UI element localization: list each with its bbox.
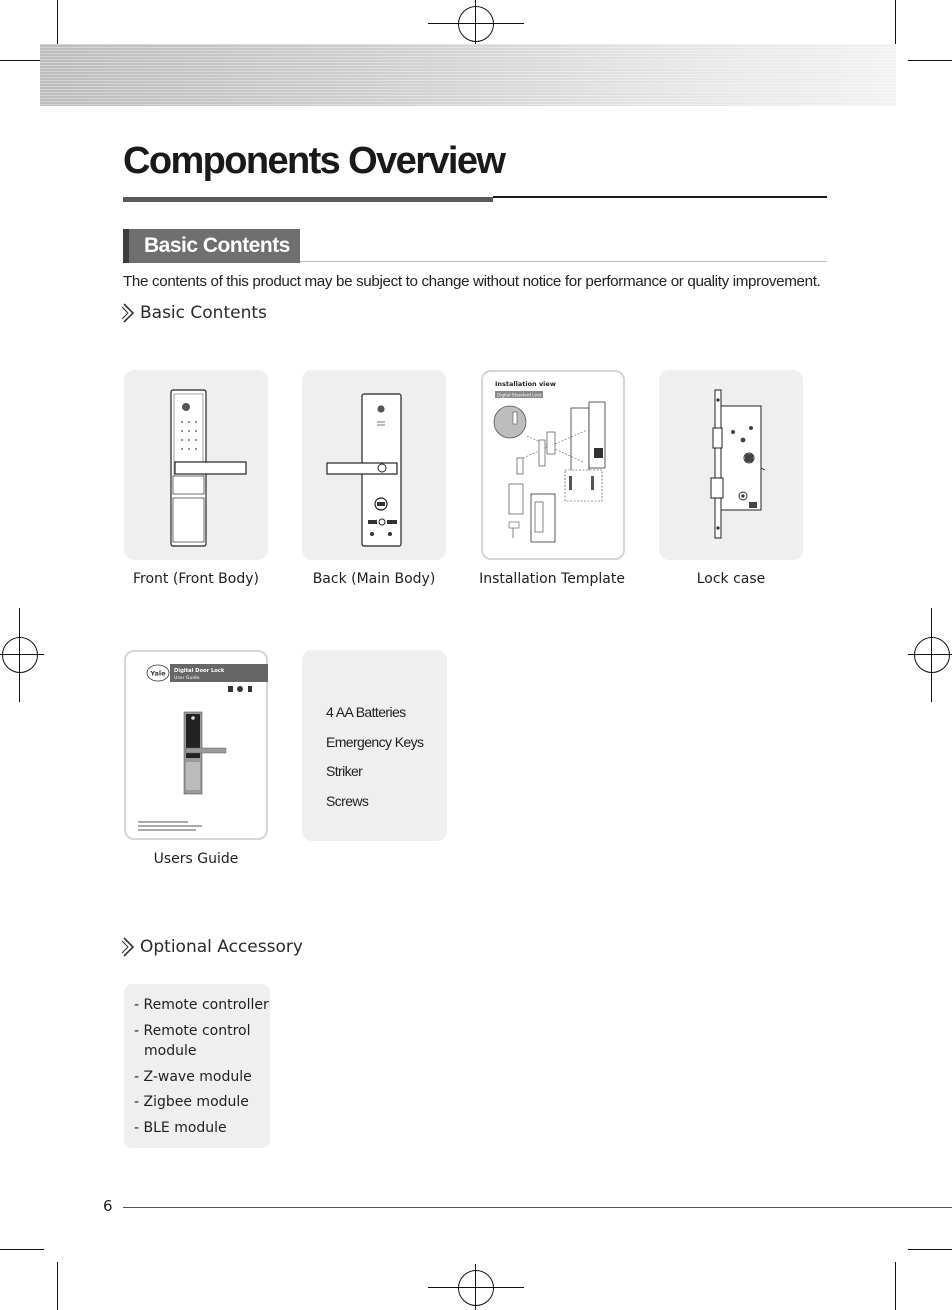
back-body-image bbox=[302, 370, 446, 560]
footer-rule bbox=[123, 1207, 952, 1208]
crop-mark bbox=[57, 1262, 58, 1310]
page-number: 6 bbox=[103, 1197, 113, 1215]
crop-mark bbox=[908, 60, 952, 61]
section-tab: Basic Contents bbox=[123, 229, 300, 263]
crop-mark bbox=[57, 0, 58, 46]
crop-mark bbox=[0, 1249, 44, 1250]
lock-case-image bbox=[659, 370, 803, 560]
caption: Front (Front Body) bbox=[133, 571, 259, 587]
included-item: Striker bbox=[326, 763, 363, 779]
page-title: Components Overview bbox=[123, 140, 505, 182]
included-item: Emergency Keys bbox=[326, 734, 424, 750]
included-item: Screws bbox=[326, 793, 369, 809]
crop-mark bbox=[895, 1262, 896, 1310]
accessory-item: - Remote controller bbox=[134, 997, 269, 1013]
optional-accessory-subheading bbox=[121, 936, 303, 958]
chevron-right-icon bbox=[121, 302, 137, 324]
accessory-item: - BLE module bbox=[134, 1120, 227, 1136]
crop-mark bbox=[0, 654, 44, 655]
crop-mark bbox=[931, 608, 932, 702]
basic-contents-subheading bbox=[121, 302, 267, 324]
crop-mark bbox=[0, 60, 44, 61]
subheading-label: Basic Contents bbox=[140, 303, 267, 323]
caption: Installation Template bbox=[479, 571, 625, 587]
included-item: 4 AA Batteries bbox=[326, 704, 406, 720]
section-rule bbox=[300, 261, 827, 262]
title-underline bbox=[123, 197, 493, 202]
users-guide-image bbox=[126, 652, 270, 842]
installation-template-image bbox=[483, 372, 627, 562]
users-guide-card bbox=[124, 650, 268, 840]
caption: Lock case bbox=[696, 571, 766, 587]
crop-mark bbox=[908, 1249, 952, 1250]
title-rule bbox=[493, 196, 827, 198]
optional-accessory-card bbox=[124, 984, 270, 1148]
crop-mark bbox=[428, 1287, 524, 1288]
registration-mark-icon bbox=[2, 637, 38, 673]
thumb-badge: Digital Standard Lock bbox=[497, 392, 542, 398]
intro-text: The contents of this product may be subject to change without notice for performance or quality improvement. bbox=[123, 273, 821, 290]
thumb-title: Installation view bbox=[495, 380, 556, 388]
caption: Users Guide bbox=[153, 851, 239, 867]
chevron-right-icon bbox=[121, 936, 137, 958]
accessory-item: - Z-wave module bbox=[134, 1069, 252, 1085]
guide-subtitle: User Guide bbox=[174, 676, 200, 681]
installation-template-card bbox=[481, 370, 625, 560]
crop-mark bbox=[475, 0, 476, 46]
registration-mark-icon bbox=[458, 1270, 494, 1306]
crop-mark bbox=[19, 608, 20, 702]
back-body-card bbox=[302, 370, 446, 560]
crop-mark bbox=[908, 654, 952, 655]
included-items-card bbox=[302, 650, 447, 841]
lock-case-card bbox=[659, 370, 803, 560]
brand-logo-text: Yale bbox=[150, 669, 166, 678]
caption: Back (Main Body) bbox=[312, 571, 436, 587]
accessory-item: - Remote control bbox=[134, 1023, 251, 1039]
registration-mark-icon bbox=[458, 6, 494, 42]
guide-title: Digital Door Lock bbox=[174, 668, 225, 674]
subheading-label: Optional Accessory bbox=[140, 937, 303, 957]
front-body-image bbox=[124, 370, 268, 560]
accessory-item: module bbox=[144, 1043, 197, 1059]
registration-mark-icon bbox=[914, 637, 950, 673]
crop-mark bbox=[475, 1264, 476, 1310]
crop-mark bbox=[428, 23, 524, 24]
front-body-card bbox=[124, 370, 268, 560]
crop-mark bbox=[895, 0, 896, 46]
header-band bbox=[40, 44, 896, 106]
accessory-item: - Zigbee module bbox=[134, 1094, 249, 1110]
